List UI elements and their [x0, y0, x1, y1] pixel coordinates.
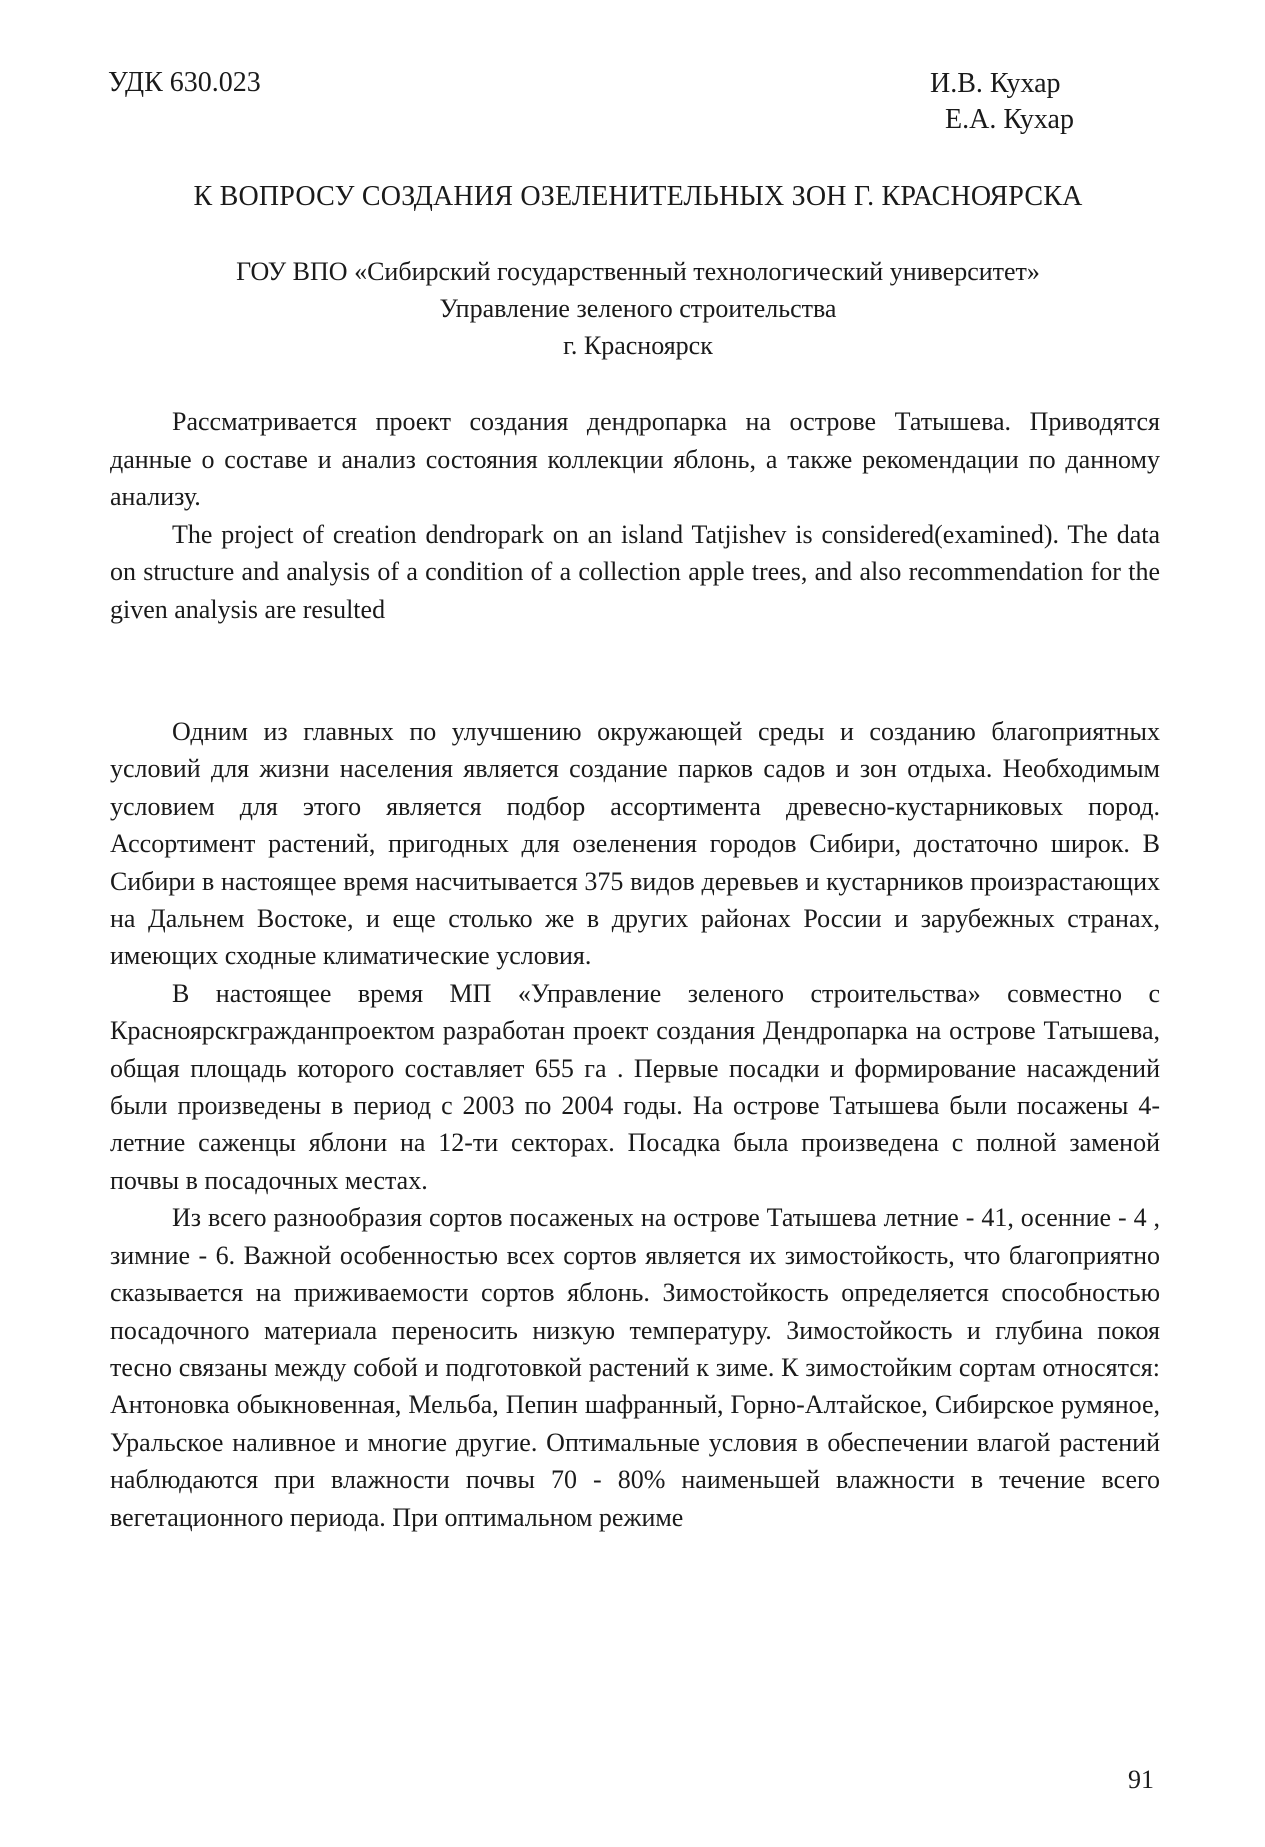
affiliation-block — [108, 253, 1168, 364]
abstract-block — [110, 403, 1160, 629]
body-paragraph-2: В настоящее время МП «Управление зеленого строительства» совместно с Красноярскгражданпроектом разработан проект создания Дендропарка на острове Татышева, общая площадь которого составляет 655 га . Первые посадки и формирование насаждений были произведены в период с 2003 по 2004 годы. На острове Татышева были посажены 4-летние саженцы яблони на 12-ти секторах. Посадка была произведена с полной заменой почвы в посадочных местах. — [110, 978, 1160, 1195]
body-text — [110, 713, 1160, 1536]
body-paragraph-3: Из всего разнообразия сортов посаженых на острове Татышева летние - 41, осенние - 4 , зимние - 6. Важной особенностью всех сортов является их зимостойкость, что благоприятно сказывается на приживаемости сортов яблонь. Зимостойкость определяется способностью посадочного материала переносить низкую температуру. Зимостойкость и глубина покоя тесно связаны между собой и подготовкой растений к зиме. К зимостойким сортам относятся: Антоновка обыкновенная, Мельба, Пепин шафранный, Горно-Алтайское, Сибирское румяное, Уральское наливное и многие другие. Оптимальные условия в обеспечении влагой растений наблюдаются при влажности почвы 70 - 80% наименьшей влажности в течение всего вегетационного периода. При оптимальном режиме — [110, 1203, 1160, 1532]
authors-block — [930, 66, 1160, 138]
page-number: 91 — [1128, 1765, 1154, 1794]
body-paragraph-1: Одним из главных по улучшению окружающей среды и созданию благоприятных условий для жизни населения является создание парков садов и зон отдыха. Необходимым условием для этого является подбор ассортимента древесно-кустарниковых пород. Ассортимент растений, пригодных для озеленения городов Сибири, достаточно широк. В Сибири в настоящее время насчитывается 375 видов деревьев и кустарников произрастающих на Дальнем Востоке, и еще столько же в других районах России и зарубежных странах, имеющих сходные климатические условия. — [110, 717, 1160, 971]
author-1: И.В. Кухар — [930, 68, 1061, 99]
author-2: Е.А. Кухар — [945, 104, 1074, 135]
affiliation-city: г. Красноярск — [563, 331, 713, 360]
affiliation-university: ГОУ ВПО «Сибирский государственный технологический университет» — [236, 257, 1040, 286]
udk-code: УДК 630.023 — [108, 67, 261, 98]
paper-title: К ВОПРОСУ СОЗДАНИЯ ОЗЕЛЕНИТЕЛЬНЫХ ЗОН Г. КРАСНОЯРСКА — [193, 181, 1083, 212]
abstract-english: The project of creation dendropark on an island Tatjishev is considered(examined). The data on structure and analysis of a condition of a collection apple trees, and also recommendation for the given analysis are resulted — [110, 519, 1160, 624]
abstract-russian: Рассматривается проект создания дендропарка на острове Татышева. Приводятся данные о составе и анализ состояния коллекции яблонь, а также рекомендации по данному анализу. — [110, 407, 1160, 512]
affiliation-department: Управление зеленого строительства — [439, 294, 837, 323]
